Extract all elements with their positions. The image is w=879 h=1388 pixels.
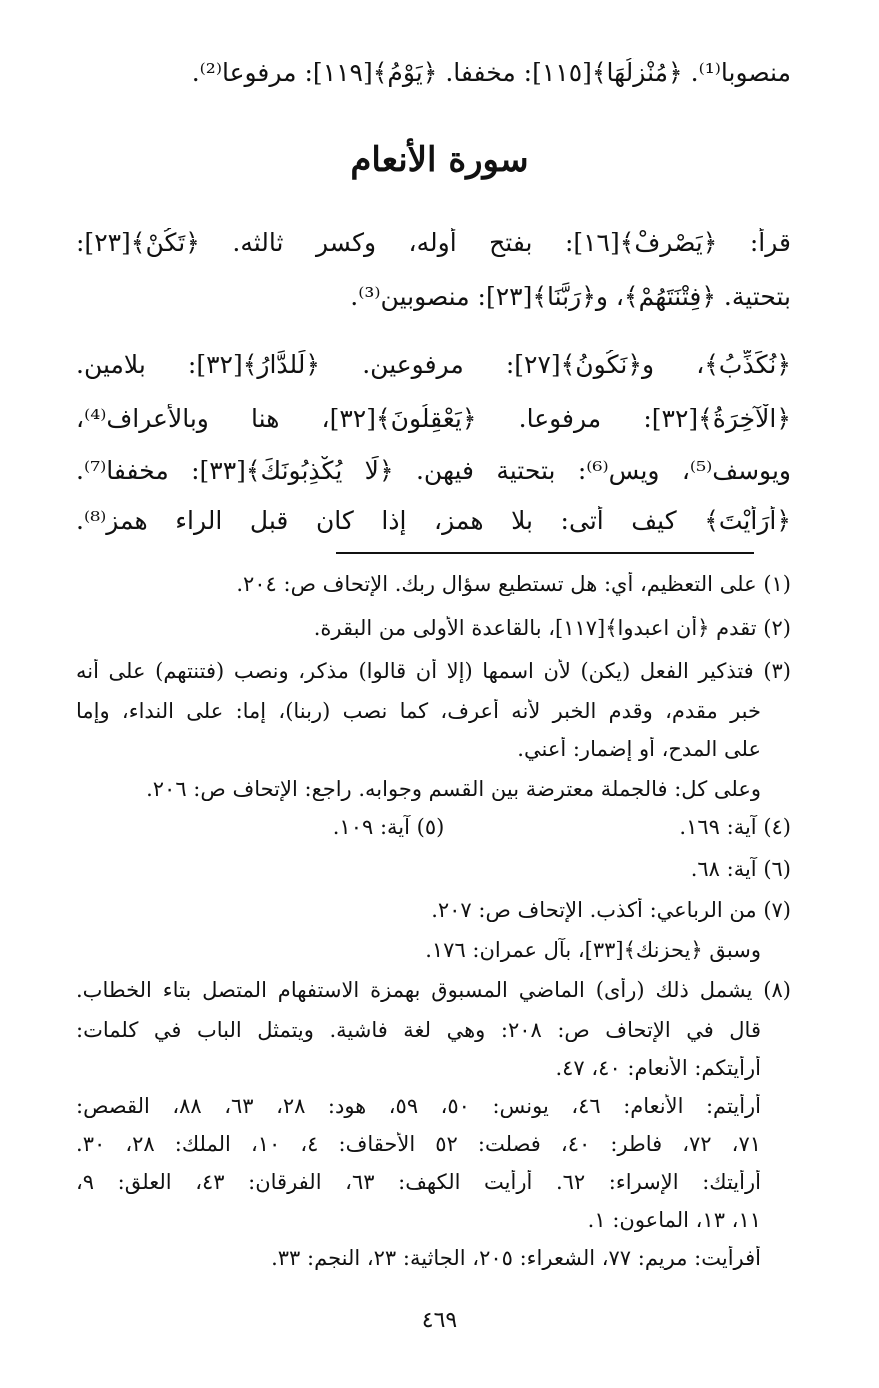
- footnote-8: (٨) يشمل ذلك (رأى) الماضي المسبوق بهمزة الاستفهام المتصل بتاء الخطاب.: [76, 978, 791, 1002]
- footnote-3-continued: وعلى كل: فالجملة معترضة بين القسم وجوابه. راجع: الإتحاف ص: ٢٠٦.: [146, 777, 761, 801]
- footnote-8-continued: أرأيتكم: الأنعام: ٤٠، ٤٧.: [555, 1056, 761, 1080]
- carryover-line: منصوبا⁽¹⁾. ﴿مُنْزِلُهَا﴾[١١٥]: مخففا. ﴿يَوْمُ﴾[١١٩]: مرفوعا⁽²⁾.: [191, 58, 791, 87]
- footnote-8-continued: ٧١، ٧٢، فاطر: ٤٠، فصلت: ٥٢ الأحقاف: ٤، ١٠، الملك: ٢٨، ٣٠.: [76, 1132, 761, 1156]
- footnote-7-continued: وسبق ﴿يحزنك﴾[٣٣]، بآل عمران: ١٧٦.: [425, 938, 761, 962]
- surah-title: سورة الأنعام: [350, 140, 529, 180]
- footnote-8-continued: أرأيتك: الإسراء: ٦٢. أرأيت الكهف: ٦٣، الفرقان: ٤٣، العلق: ٩،: [76, 1170, 761, 1194]
- footnote-2: (٢) تقدم ﴿أن اعبدوا﴾[١١٧]، بالقاعدة الأولى من البقرة.: [313, 616, 791, 640]
- footnote-1: (١) على التعظيم، أي: هل تستطيع سؤال ربك. الإتحاف ص: ٢٠٤.: [236, 572, 791, 596]
- footnote-6: (٦) آية: ٦٨.: [690, 857, 791, 881]
- footnote-8-continued: ١١، ١٣، الماعون: ١.: [587, 1208, 761, 1232]
- footnote-separator: [336, 552, 754, 554]
- main-text-line: قرأ: ﴿يَصْرِفْ﴾[١٦]: بفتح أوله، وكسر ثالثه. ﴿تَكُنْ﴾[٢٣]:: [76, 228, 791, 257]
- footnote-3: (٣) فتذكير الفعل (يكن) لأن اسمها (إلا أن قالوا) مذكر، ونصب (فتنتهم) على أنه: [76, 659, 791, 683]
- footnote-8-continued: قال في الإتحاف ص: ٢٠٨: وهي لغة فاشية. ويتمثل الباب في كلمات:: [76, 1018, 761, 1042]
- footnote-4: (٤) آية: ١٦٩.: [679, 815, 791, 839]
- footnote-8-continued: أفرأيت: مريم: ٧٧، الشعراء: ٢٠٥، الجاثية: ٢٣، النجم: ٣٣.: [271, 1246, 761, 1270]
- main-text-line: ﴿نُكَذِّبُ﴾، و﴿نَكُونُ﴾[٢٧]: مرفوعين. ﴿لَلدَّارُ﴾[٣٢]: بلامين.: [76, 350, 791, 379]
- main-text-line: ﴿الْآخِرَةُ﴾[٣٢]: مرفوعا. ﴿يَعْقِلُونَ﴾[٣٢]، هنا وبالأعراف⁽⁴⁾،: [76, 404, 791, 433]
- page-number: ٤٦٩: [421, 1308, 458, 1333]
- footnote-3-continued: خبر مقدم، وقدم الخبر لأنه أعرف، كما نصب (ربنا)، إما: على النداء، وإما: [76, 699, 761, 723]
- main-text-line: ﴿أَرَأَيْتَ﴾ كيف أتى: بلا همز، إذا كان قبل الراء همز⁽⁸⁾.: [76, 506, 791, 535]
- footnote-7: (٧) من الرباعي: أكذب. الإتحاف ص: ٢٠٧.: [431, 898, 791, 922]
- footnote-5: (٥) آية: ١٠٩.: [332, 815, 445, 839]
- footnote-4-5-row: [76, 815, 791, 839]
- footnote-3-continued: على المدح، أو إضمار: أعني.: [517, 737, 761, 761]
- main-text-line: ويوسف⁽⁵⁾، ويس⁽⁶⁾: بتحتية فيهن. ﴿لَا يُكْذِبُونَكَ﴾[٣٣]: مخففا⁽⁷⁾.: [76, 456, 791, 485]
- footnote-8-continued: أرأيتم: الأنعام: ٤٦، يونس: ٥٠، ٥٩، هود: ٢٨، ٦٣، ٨٨، القصص:: [76, 1094, 761, 1118]
- main-text-line: بتحتية. ﴿فِتْنَتَهُمْ﴾، و﴿رَبَّنَا﴾[٢٣]: منصوبين⁽³⁾.: [350, 282, 791, 311]
